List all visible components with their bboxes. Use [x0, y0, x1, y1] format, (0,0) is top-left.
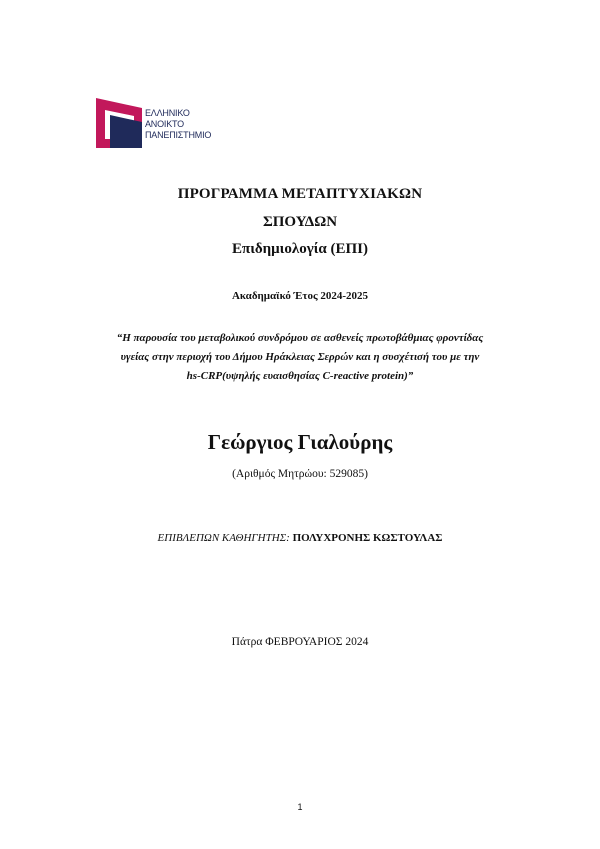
- supervisor-line: [0, 532, 600, 544]
- author-name: Γεώργιος Γιαλούρης: [207, 430, 393, 454]
- university-logo: [96, 98, 236, 148]
- logo-line-2: ΑΝΟΙΚΤΟ: [145, 119, 184, 129]
- program-specialization: Επιδημιολογία (ΕΠΙ): [232, 241, 368, 257]
- thesis-title-line-2: υγείας στην περιοχή του Δήμου Ηράκλειας Σερρών και η συσχέτισή του με την: [120, 351, 480, 363]
- university-logo-text: [145, 108, 211, 141]
- university-logo-mark: [96, 98, 142, 148]
- program-title-line-2: ΣΠΟΥΔΩΝ: [262, 214, 338, 230]
- logo-line-3: ΠΑΝΕΠΙΣΤΗΜΙΟ: [145, 130, 212, 140]
- registration-number: (Αριθμός Μητρώου: 529085): [232, 468, 368, 480]
- thesis-title-line-3: hs-CRP(υψηλής ευαισθησίας C-reactive protein)”: [186, 370, 414, 382]
- thesis-title-line-1: “Η παρουσία του μεταβολικού συνδρόμου σε ασθενείς πρωτοβάθμιας φροντίδας: [116, 332, 484, 344]
- place-date: Πάτρα ΦΕΒΡΟΥΑΡΙΟΣ 2024: [231, 636, 369, 648]
- supervisor-name: ΠΟΛΥΧΡΟΝΗΣ ΚΩΣΤΟΥΛΑΣ: [292, 532, 443, 544]
- academic-year: Ακαδημαϊκό Έτος 2024-2025: [231, 290, 369, 302]
- thesis-title: [0, 329, 600, 386]
- program-title-line-1: ΠΡΟΓΡΑΜΜΑ ΜΕΤΑΠΤΥΧΙΑΚΩΝ: [177, 186, 423, 202]
- supervisor-label: ΕΠΙΒΛΕΠΩΝ ΚΑΘΗΓΗΤΗΣ:: [157, 532, 290, 544]
- logo-line-1: ΕΛΛΗΝΙΚΟ: [145, 108, 190, 118]
- page-number: 1: [297, 802, 303, 812]
